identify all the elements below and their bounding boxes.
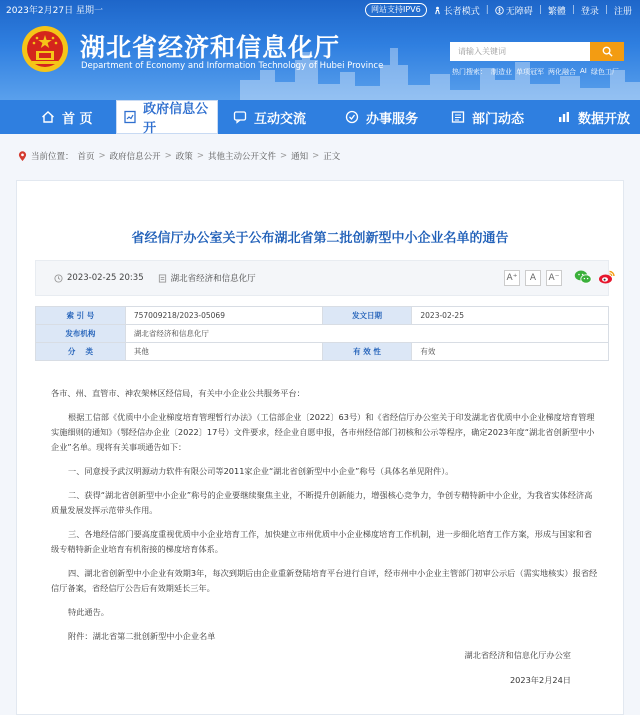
- breadcrumb-separator: >: [312, 151, 320, 161]
- hot-word-link[interactable]: 两化融合: [548, 68, 576, 76]
- category-value: 其他: [125, 343, 322, 361]
- nav-item-home[interactable]: [0, 100, 116, 134]
- elder-icon: [433, 6, 442, 15]
- weibo-icon[interactable]: [598, 269, 616, 285]
- article-source: [158, 272, 256, 284]
- table-row: [36, 343, 609, 361]
- location-pin-icon: [18, 151, 27, 162]
- nav-item-government-info[interactable]: [116, 100, 218, 134]
- site-title[interactable]: 湖北省经济和信息化厅: [80, 33, 341, 62]
- article-paragraph: 各市、州、直管市、神农架林区经信局，有关中小企业公共服务平台：: [51, 388, 305, 398]
- chat-icon: [232, 109, 248, 125]
- divider: |: [571, 5, 575, 15]
- breadcrumb-separator: >: [279, 151, 288, 161]
- elder-mode-link[interactable]: [433, 4, 480, 17]
- ipv6-badge: 网站支持IPV6: [365, 3, 427, 17]
- pubdate-value: 2023-02-25: [412, 307, 609, 325]
- document-icon: [122, 109, 137, 125]
- breadcrumb-item[interactable]: 首页: [77, 152, 95, 162]
- search-button[interactable]: [590, 42, 624, 61]
- validity-label: 有 效 性: [322, 343, 412, 361]
- current-date: 2023年2月27日 星期一: [6, 6, 103, 16]
- breadcrumb-item[interactable]: 政府信息公开: [109, 152, 161, 162]
- article-paragraph: 特此通告。: [68, 607, 109, 617]
- document-info-table: [35, 306, 609, 361]
- nav-item-label: 首 页: [62, 111, 93, 127]
- traditional-chinese-link[interactable]: 繁體: [547, 6, 566, 17]
- search-input[interactable]: 请输入关键词: [450, 42, 590, 61]
- main-nav: [0, 100, 640, 134]
- register-link[interactable]: 注册: [613, 6, 632, 17]
- issuer-value: 湖北省经济和信息化厅: [125, 325, 608, 343]
- hot-word-link[interactable]: 单项冠军: [516, 68, 544, 76]
- article-paragraph: 二、获得“湖北省创新型中小企业”称号的企业要继续聚焦主业，不断提升创新能力，增强核心竞争力，争创专精特新中小企业，为我省实体经济高质量发展发挥示范带头作用。: [51, 490, 593, 515]
- breadcrumb-item[interactable]: 政策: [175, 152, 193, 162]
- site-header: [0, 0, 640, 100]
- validity-value: 有效: [412, 343, 609, 361]
- issuer-label: 发布机构: [36, 325, 126, 343]
- divider: |: [604, 5, 608, 15]
- nav-item-label: 数据开放: [578, 111, 631, 127]
- national-emblem-logo[interactable]: [20, 24, 70, 74]
- breadcrumb-item[interactable]: 通知: [291, 152, 309, 162]
- font-size-controls: [504, 270, 562, 286]
- accessibility-icon: [495, 6, 504, 15]
- hot-word-link[interactable]: AI: [580, 67, 587, 75]
- divider: |: [538, 5, 542, 15]
- nav-item-label: 部门动态: [472, 111, 525, 127]
- article-title: 省经信厅办公室关于公布湖北省第二批创新型中小企业名单的通告: [131, 231, 509, 246]
- login-link[interactable]: 登录: [580, 6, 599, 17]
- nav-item-department-news[interactable]: [432, 100, 540, 134]
- service-icon: [344, 109, 360, 125]
- signature: 湖北省经济和信息化厅办公室: [464, 650, 571, 660]
- article-paragraph: 一、同意授予武汉明源动力软件有限公司等2011家企业“湖北省创新型中小企业”称号（具体名单见附件）。: [68, 466, 454, 476]
- accessibility-link[interactable]: [495, 4, 533, 17]
- hot-search-label: 热门搜索：: [452, 68, 487, 76]
- breadcrumb: [18, 150, 340, 162]
- source-icon: [158, 274, 167, 283]
- hot-search-words: [452, 67, 619, 77]
- nav-item-services[interactable]: [328, 100, 432, 134]
- font-increase-button[interactable]: A⁺: [504, 270, 520, 286]
- home-icon: [40, 109, 56, 125]
- nav-item-interaction[interactable]: [218, 100, 328, 134]
- breadcrumb-item-current: 正文: [323, 152, 341, 162]
- publish-date: [54, 273, 144, 283]
- search-icon: [602, 46, 613, 57]
- topbar-links: [365, 3, 632, 17]
- nav-item-open-data[interactable]: [540, 100, 640, 134]
- hot-word-link[interactable]: 绿色工厂: [590, 68, 619, 76]
- hot-word-link[interactable]: 制造业: [491, 68, 512, 76]
- article-body: [51, 386, 599, 653]
- category-label: 分 类: [36, 343, 126, 361]
- article-paragraph: 根据工信部《优质中小企业梯度培育管理暂行办法》（工信部企业〔2022〕63号）和《省经信厅办公室关于印发湖北省优质中小企业梯度培育管理实施细则的通知》（鄂经信办企业〔2022〕17号）文件要求，经企业自愿申报，各市州经信部门初核和公示等程序，确定2023年度“湖北省创新型中小企业”名单。现将有关事项通告如下：: [51, 412, 595, 452]
- clock-icon: [54, 274, 63, 283]
- table-row: [36, 325, 609, 343]
- index-label: 索 引 号: [36, 307, 126, 325]
- font-decrease-button[interactable]: A⁻: [546, 270, 562, 286]
- breadcrumb-separator: >: [98, 151, 106, 161]
- signature-date: 2023年2月24日: [509, 675, 571, 685]
- wechat-icon[interactable]: [574, 269, 592, 285]
- font-default-button[interactable]: A: [525, 270, 541, 286]
- nav-item-label: 办事服务: [366, 111, 419, 127]
- nav-item-label: 互动交流: [254, 111, 307, 127]
- article-meta-bar: [35, 260, 609, 296]
- breadcrumb-item[interactable]: 其他主动公开文件: [207, 152, 276, 162]
- elder-mode-label: 长者模式: [443, 6, 480, 17]
- data-icon: [556, 109, 572, 125]
- article-paragraph: 四、湖北省创新型中小企业有效期3年，每次到期后由企业重新登陆培育平台进行自评，经市州中小企业主管部门初审公示后（需实地核实）报省经信厅备案，省经信厅公告后有效期延长三年。: [51, 568, 598, 593]
- divider: |: [485, 5, 489, 15]
- news-icon: [450, 109, 466, 125]
- index-value: 757009218/2023-05069: [125, 307, 322, 325]
- breadcrumb-prefix: 当前位置：: [31, 152, 74, 162]
- share-buttons: [574, 269, 616, 285]
- breadcrumb-separator: >: [196, 151, 204, 161]
- article-card: [16, 180, 624, 715]
- article-source-text: 湖北省经济和信息化厅: [170, 274, 256, 284]
- publish-date-text: 2023-02-25 20:35: [67, 273, 144, 283]
- site-subtitle: Department of Economy and Information Technology of Hubei Province: [81, 61, 384, 71]
- table-row: [36, 307, 609, 325]
- article-paragraph: 三、各地经信部门要高度重视优质中小企业培育工作，加快建立市州优质中小企业梯度培育工作机制，进一步细化培育工作方案，形成与国家和省级专精特新企业培育有机衔接的梯度培育体系。: [51, 529, 593, 554]
- accessibility-label: 无障碍: [505, 6, 533, 17]
- breadcrumb-separator: >: [164, 151, 172, 161]
- pubdate-label: 发文日期: [322, 307, 412, 325]
- nav-item-label: 政府信息公开: [143, 102, 209, 136]
- attachment-link[interactable]: 附件：湖北省第二批创新型中小企业名单: [68, 631, 216, 641]
